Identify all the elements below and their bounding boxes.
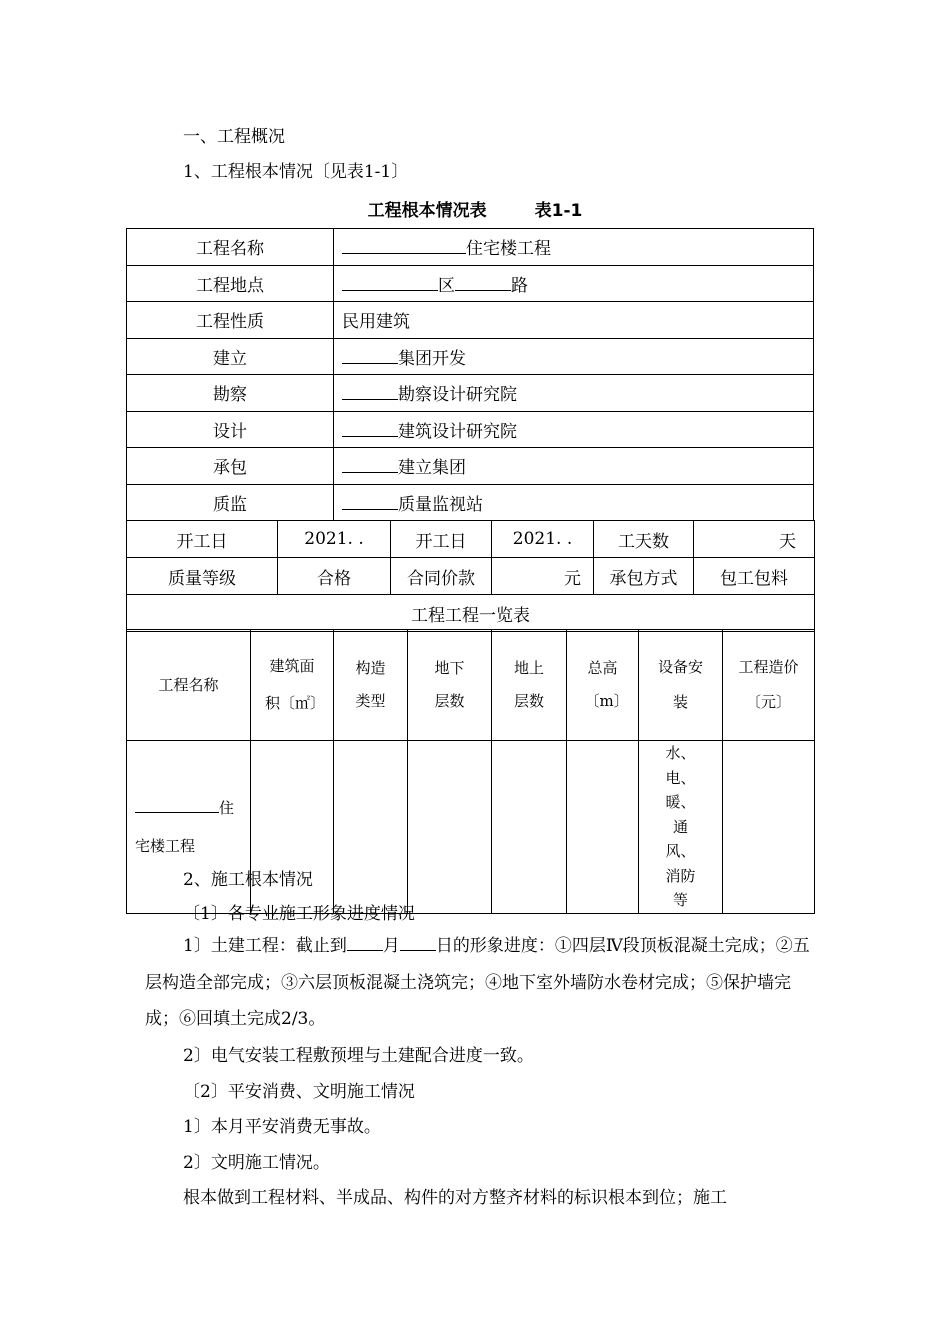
paragraph-safety: 1〕本月平安消费无事故。 <box>183 1117 381 1137</box>
paragraph-text: 1〕土建工程：截止到 <box>183 936 347 956</box>
paragraph-civilized: 2〕文明施工情况。 <box>183 1153 330 1173</box>
table-header-row <box>127 630 815 741</box>
days-unit: 天 <box>694 521 815 558</box>
value-text: 建筑设计研究院 <box>398 421 517 442</box>
blank-underline <box>342 383 398 400</box>
blank-underline <box>342 493 398 510</box>
blank-underline <box>342 237 466 254</box>
above-ground-floors-cell <box>492 741 567 914</box>
section-heading-construction: 2、施工根本情况 <box>183 870 313 890</box>
row-label: 建立 <box>127 338 334 375</box>
equipment-text: 水、电、暖、通风、消防等 <box>665 744 696 909</box>
end-date-label: 开工日 <box>391 521 492 558</box>
row-value <box>334 229 814 266</box>
paragraph-civil-progress <box>145 928 815 1038</box>
subsection-heading-progress: 〔1〕各专业施工形象进度情况 <box>183 904 415 924</box>
section-heading-overview: 一、工程概况 <box>183 127 285 147</box>
subsection-heading-safety: 〔2〕平安消费、文明施工情况 <box>183 1082 415 1102</box>
row-value <box>334 484 814 521</box>
value-text: 路 <box>511 275 528 296</box>
col-header-text: 构造类型 <box>355 659 386 710</box>
blank-underline <box>455 274 511 291</box>
quality-grade-label: 质量等级 <box>127 558 278 595</box>
table-row <box>127 302 814 339</box>
start-date-label: 开工日 <box>127 521 278 558</box>
row-label: 质监 <box>127 484 334 521</box>
days-label: 工天数 <box>594 521 694 558</box>
value-text: 勘察设计研究院 <box>398 385 517 406</box>
row-label: 工程名称 <box>127 229 334 266</box>
value-text: 集团开发 <box>398 348 466 369</box>
value-text: 宅楼工程 <box>135 837 196 855</box>
row-value <box>334 338 814 375</box>
col-header <box>334 630 408 741</box>
col-header <box>492 630 567 741</box>
row-value <box>334 375 814 412</box>
table-title <box>0 196 950 221</box>
col-header-text: 建筑面积〔㎡〕 <box>265 657 326 712</box>
row-label: 勘察 <box>127 375 334 412</box>
height-cell <box>567 741 639 914</box>
table-row <box>127 448 814 485</box>
col-header-text: 设备安装 <box>657 658 703 711</box>
col-header: 工程名称 <box>127 630 251 741</box>
table-row <box>127 338 814 375</box>
blank-underline <box>342 420 398 437</box>
value-text: 住 <box>219 799 235 817</box>
schedule-table <box>126 520 815 632</box>
paragraph-text: 日的形象进度：①四层Ⅳ段顶板混凝土完成；②五层构造全部完成；③六层顶板混凝土浇筑完；④地下室外墙防水卷材完成；⑤保护墙完成；⑥回填土完成2/3。 <box>145 936 810 1029</box>
table-row <box>127 595 815 632</box>
table-row <box>127 229 814 266</box>
start-date-value: 2021. . <box>278 521 391 558</box>
table-row <box>127 558 815 595</box>
paragraph-text: 月 <box>382 936 400 956</box>
row-label: 设计 <box>127 411 334 448</box>
structure-cell <box>334 741 408 914</box>
col-header-text: 地下层数 <box>434 659 465 710</box>
blank-underline <box>347 934 383 951</box>
col-header <box>567 630 639 741</box>
col-header <box>639 630 723 741</box>
table-row <box>127 484 814 521</box>
col-header <box>408 630 492 741</box>
table-row <box>127 375 814 412</box>
table-row <box>127 265 814 302</box>
col-header <box>723 630 815 741</box>
row-label: 工程性质 <box>127 302 334 339</box>
col-header <box>251 630 334 741</box>
quality-grade-value: 合格 <box>278 558 391 595</box>
project-list-title: 工程工程一览表 <box>127 595 815 632</box>
blank-underline <box>342 274 438 291</box>
contract-method-label: 承包方式 <box>594 558 694 595</box>
paragraph-electrical: 2〕电气安装工程敷预埋与土建配合进度一致。 <box>183 1046 534 1066</box>
table-title-name: 工程根本情况表 <box>367 201 487 221</box>
value-text: 区 <box>438 275 455 296</box>
row-value <box>334 265 814 302</box>
col-header-text: 地上层数 <box>513 659 544 710</box>
col-header-text: 工程造价〔元〕 <box>738 658 799 711</box>
value-text: 建立集团 <box>398 458 466 479</box>
table-title-code: 表1-1 <box>534 201 583 221</box>
paragraph-materials: 根本做到工程材料、半成品、构件的对方整齐材料的标识根本到位；施工 <box>183 1188 727 1208</box>
blank-underline <box>342 347 398 364</box>
contract-method-value: 包工包料 <box>694 558 815 595</box>
end-date-value: 2021. . <box>492 521 594 558</box>
contract-price-unit: 元 <box>492 558 594 595</box>
equipment-cell <box>639 741 723 914</box>
table-row <box>127 521 815 558</box>
row-label: 工程地点 <box>127 265 334 302</box>
row-value: 民用建筑 <box>334 302 814 339</box>
row-value <box>334 411 814 448</box>
value-text: 住宅楼工程 <box>466 239 551 260</box>
table-row <box>127 411 814 448</box>
contract-price-label: 合同价款 <box>391 558 492 595</box>
row-label: 承包 <box>127 448 334 485</box>
cost-cell <box>723 741 815 914</box>
underground-floors-cell <box>408 741 492 914</box>
blank-underline <box>135 796 219 813</box>
blank-underline <box>342 456 398 473</box>
value-text: 质量监视站 <box>398 494 483 515</box>
blank-underline <box>400 934 436 951</box>
subsection-heading-basic: 1、工程根本情况〔见表1-1〕 <box>183 162 409 182</box>
row-value <box>334 448 814 485</box>
col-header-text: 总高〔m〕 <box>584 659 629 710</box>
basic-info-table <box>126 228 814 521</box>
